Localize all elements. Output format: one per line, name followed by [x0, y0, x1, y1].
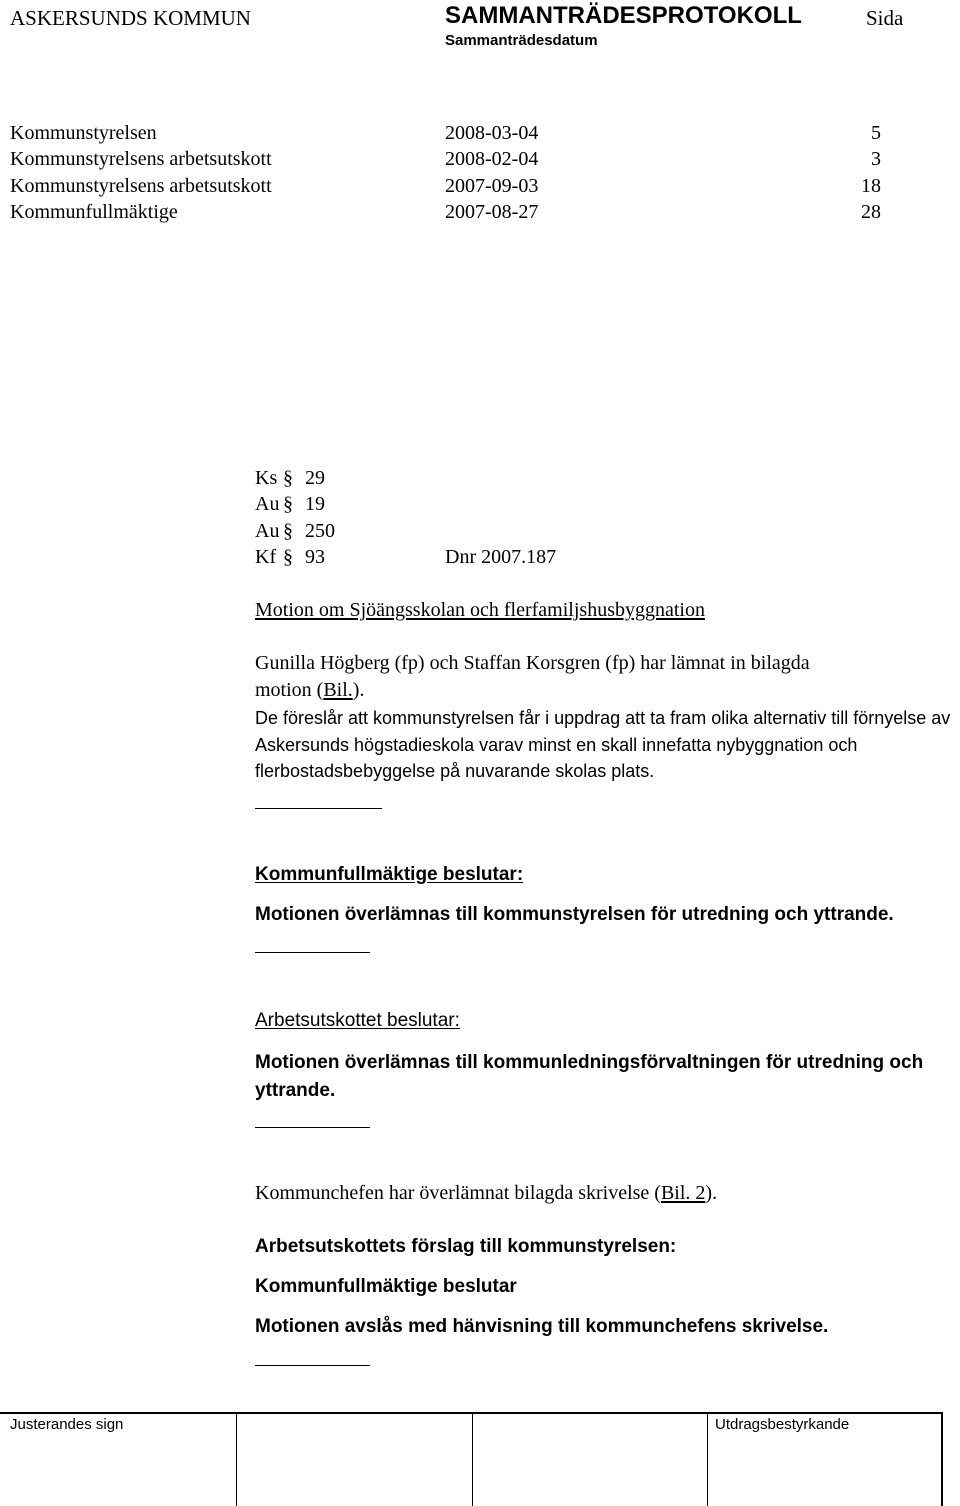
meeting-body: Kommunstyrelsen [10, 122, 157, 144]
au-proposal-subheading: Kommunfullmäktige beslutar [255, 1276, 517, 1297]
meeting-paragraph: 5 [871, 122, 881, 144]
section-symbol: § [283, 520, 293, 542]
reference-number: 29 [305, 467, 325, 489]
chief-statement-prefix: Kommunchefen har överlämnat bilagda skrivelse ( [255, 1182, 661, 1204]
page-label: Sida [866, 6, 904, 30]
meeting-paragraph: 28 [861, 201, 881, 223]
kf-decision-heading: Kommunfullmäktige beslutar: [255, 864, 524, 885]
au-decision-text: Motionen överlämnas till kommunledningsförvaltningen för utredning och yttrande. [255, 1052, 924, 1101]
meeting-paragraph: 18 [861, 175, 881, 197]
au-proposal-heading: Arbetsutskottets förslag till kommunstyrelsen: [255, 1236, 677, 1257]
meeting-date-label: Sammanträdesdatum [445, 32, 598, 49]
reference-number: 93 [305, 546, 325, 568]
reference-number: 250 [305, 520, 335, 542]
reference-number: 19 [305, 493, 325, 515]
attachment-link[interactable]: Bil. [323, 679, 353, 701]
proposal-text: De föreslår att kommunstyrelsen får i uppdrag att ta fram olika alternativ till förnyelse av Askersunds högstadieskola varav minst en skall innefatta nybyggnation och flerbostadsbebyggelse på nuvarande skolas plats. [255, 708, 951, 781]
divider [255, 1365, 370, 1366]
au-proposal-text: Motionen avslås med hänvisning till kommunchefens skrivelse. [255, 1316, 829, 1337]
section-symbol: § [283, 493, 293, 515]
meeting-body: Kommunstyrelsens arbetsutskott [10, 148, 272, 170]
diary-number: Dnr 2007.187 [445, 546, 557, 568]
footer-right-label: Utdragsbestyrkande [715, 1416, 850, 1433]
meeting-body: Kommunfullmäktige [10, 201, 178, 223]
divider [255, 808, 382, 809]
intro-line [255, 679, 364, 702]
intro-prefix: motion ( [255, 679, 324, 701]
meeting-date: 2008-03-04 [445, 122, 539, 144]
municipality-name: ASKERSUNDS KOMMUN [10, 6, 251, 30]
meeting-body: Kommunstyrelsens arbetsutskott [10, 175, 272, 197]
intro-suffix: ). [352, 679, 365, 701]
au-decision-heading: Arbetsutskottet beslutar: [255, 1010, 460, 1031]
document-title: SAMMANTRÄDESPROTOKOLL [445, 2, 802, 29]
attachment-link-2[interactable]: Bil. 2 [660, 1182, 706, 1204]
footer-left-label: Justerandes sign [10, 1416, 124, 1433]
section-symbol: § [283, 546, 293, 568]
footer-divider [707, 1414, 708, 1506]
meeting-date: 2007-08-27 [445, 201, 539, 223]
chief-statement-suffix: ). [705, 1182, 718, 1204]
reference-body: Kf [255, 546, 277, 568]
meeting-date: 2007-09-03 [445, 175, 539, 197]
reference-body: Ks [255, 467, 278, 489]
subject-heading: Motion om Sjöängsskolan och flerfamiljshusbyggnation [255, 599, 705, 621]
signature-footer [0, 1412, 943, 1506]
meeting-date: 2008-02-04 [445, 148, 539, 170]
chief-statement [255, 1182, 717, 1205]
footer-divider [472, 1414, 473, 1506]
divider [255, 952, 370, 953]
footer-divider [236, 1414, 237, 1506]
intro-line: Gunilla Högberg (fp) och Staffan Korsgren (fp) har lämnat in bilagda [255, 652, 810, 674]
divider [255, 1127, 370, 1128]
reference-body: Au [255, 493, 280, 515]
reference-body: Au [255, 520, 280, 542]
kf-decision-text: Motionen överlämnas till kommunstyrelsen för utredning och yttrande. [255, 904, 894, 925]
meeting-paragraph: 3 [871, 148, 881, 170]
section-symbol: § [283, 467, 293, 489]
